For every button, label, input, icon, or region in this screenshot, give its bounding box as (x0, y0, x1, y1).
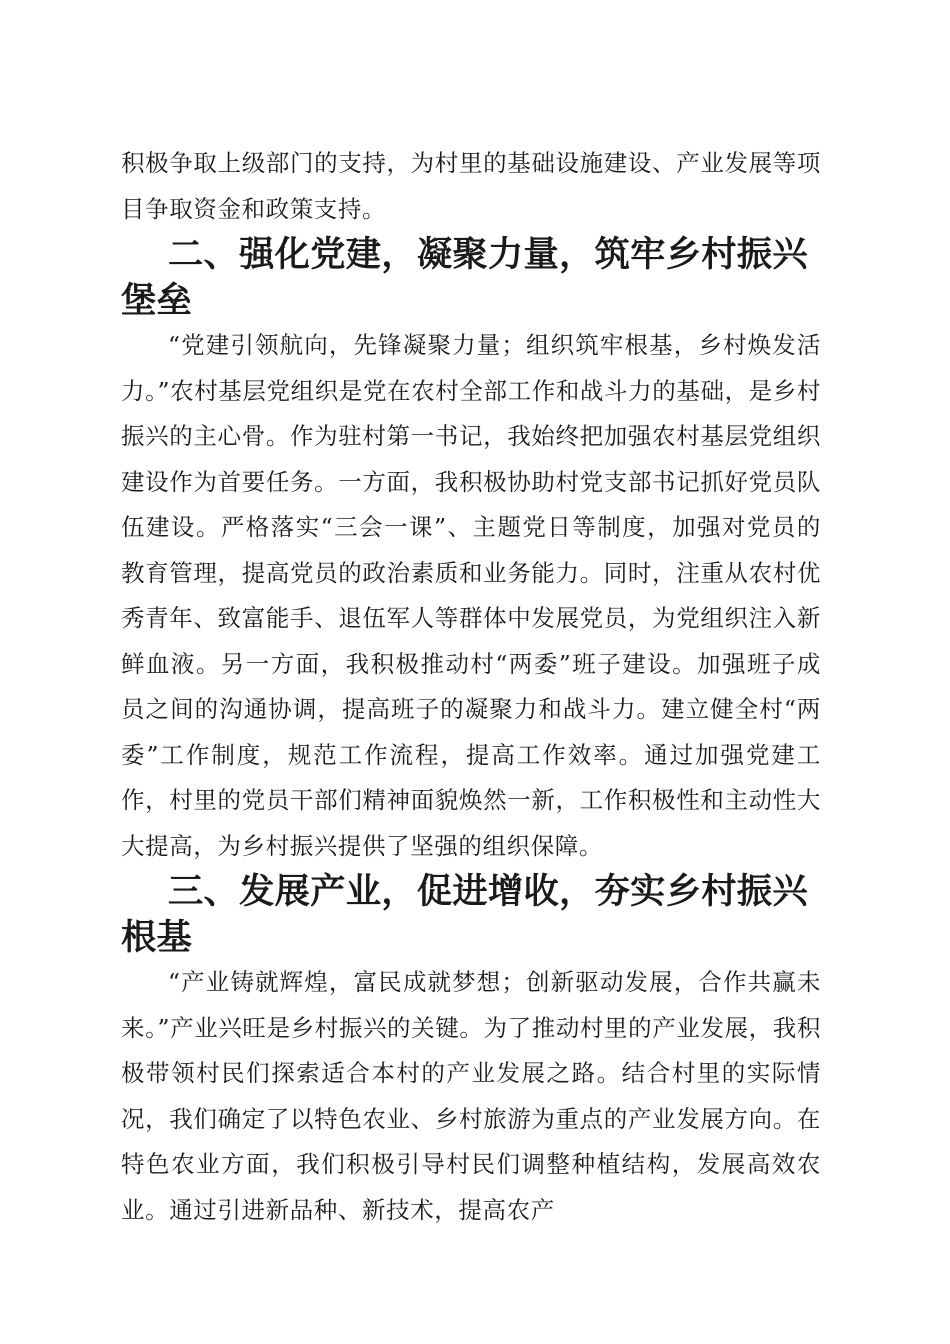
section-heading-industry: 三、发展产业，促进增收，夯实乡村振兴根基 (121, 871, 808, 958)
paragraph-party-building: “党建引领航向，先锋凝聚力量；组织筑牢根基，乡村焕发活力。”农村基层党组织是党在农村全部工作和战斗力的基础，是乡村振兴的主心骨。作为驻村第一书记，我始终把加强农村基层党组织建设作为首要任务。一方面，我积极协助村党支部书记抓好党员队伍建设。严格落实“三会一课”、主题党日等制度，加强对党员的教育管理，提高党员的政治素质和业务能力。同时，注重从农村优秀青年、致富能手、退伍军人等群体中发展党员，为党组织注入新鲜血液。另一方面，我积极推动村“两委”班子建设。加强班子成员之间的沟通协调，提高班子的凝聚力和战斗力。建立健全村“两委”工作制度，规范工作流程，提高工作效率。通过加强党建工作，村里的党员干部们精神面貌焕然一新，工作积极性和主动性大大提高，为乡村振兴提供了坚强的组织保障。 (121, 331, 821, 860)
paragraph-continuation: 积极争取上级部门的支持，为村里的基础设施建设、产业发展等项目争取资金和政策支持。 (121, 149, 821, 223)
paragraph-industry: “产业铸就辉煌，富民成就梦想；创新驱动发展，合作共赢未来。”产业兴旺是乡村振兴的关键。为了推动村里的产业发展，我积极带领村民们探索适合本村的产业发展之路。结合村里的实际情况，我们确定了以特色农业、乡村旅游为重点的产业发展方向。在特色农业方面，我们积极引导村民们调整种植结构，发展高效农业。通过引进新品种、新技术，提高农产 (121, 968, 821, 1224)
section-heading-party-building: 二、强化党建，凝聚力量，筑牢乡村振兴堡垒 (121, 234, 808, 321)
document-page (121, 141, 821, 1233)
